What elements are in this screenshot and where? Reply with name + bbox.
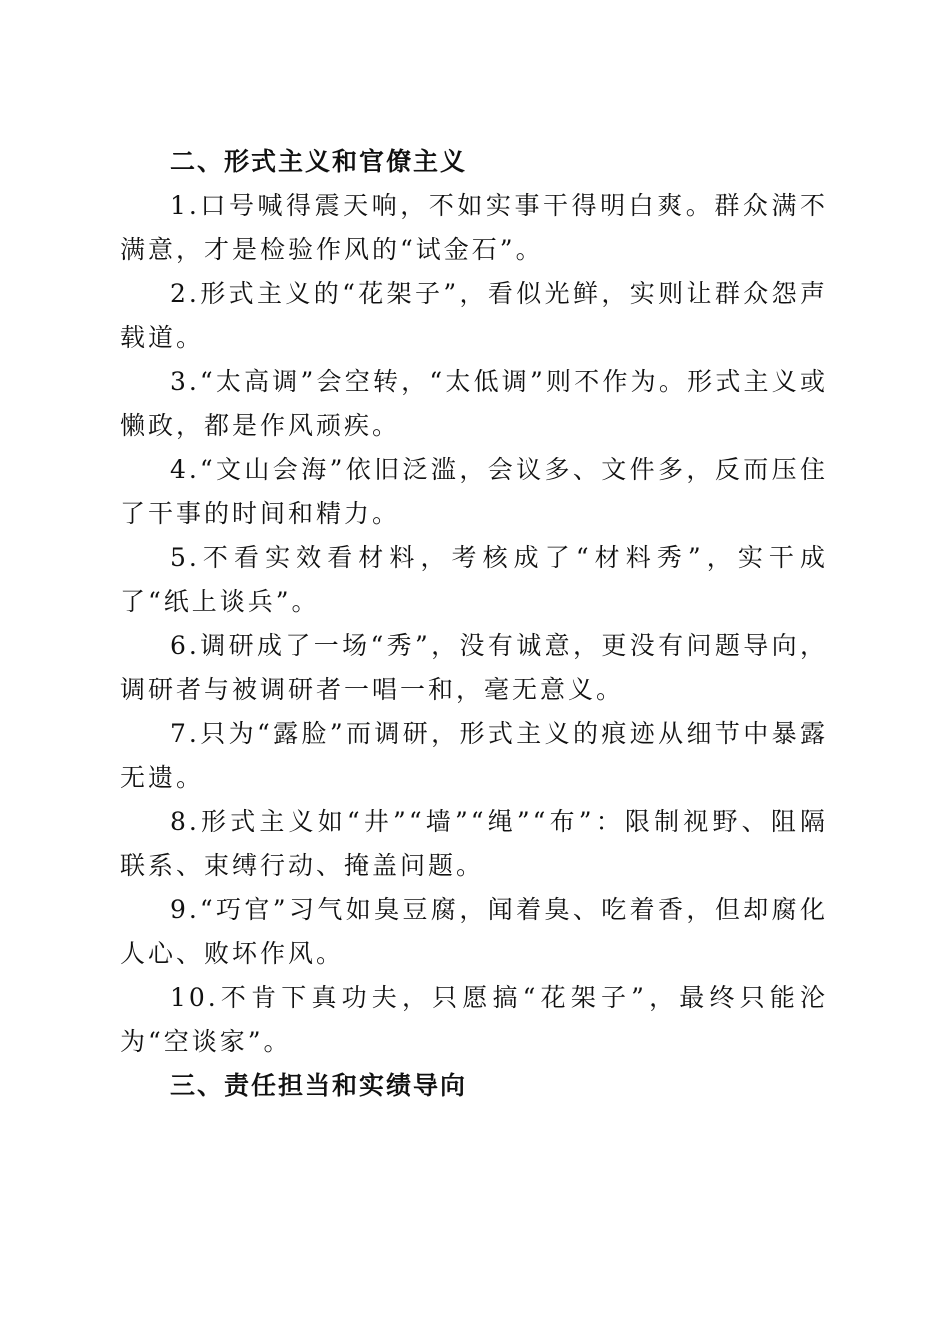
document-body: [120, 140, 828, 1108]
list-item-10: 10.不肯下真功夫，只愿搞“花架子”，最终只能沦为“空谈家”。: [120, 983, 828, 1056]
list-item-8: 8.形式主义如“井”“墙”“绳”“布”：限制视野、阻隔联系、束缚行动、掩盖问题。: [120, 807, 828, 880]
list-item-1: 1.口号喊得震天响，不如实事干得明白爽。群众满不满意，才是检验作风的“试金石”。: [120, 191, 828, 264]
section-heading-three: 三、责任担当和实绩导向: [170, 1071, 468, 1100]
list-item-2: 2.形式主义的“花架子”，看似光鲜，实则让群众怨声载道。: [120, 279, 828, 352]
list-item-3: 3.“太高调”会空转，“太低调”则不作为。形式主义或懒政，都是作风顽疾。: [120, 367, 828, 440]
list-item-9: 9.“巧官”习气如臭豆腐，闻着臭、吃着香，但却腐化人心、败坏作风。: [120, 895, 828, 968]
list-item-5: 5.不看实效看材料，考核成了“材料秀”，实干成了“纸上谈兵”。: [120, 543, 828, 616]
list-item-4: 4.“文山会海”依旧泛滥，会议多、文件多，反而压住了干事的时间和精力。: [120, 455, 828, 528]
list-item-6: 6.调研成了一场“秀”，没有诚意，更没有问题导向，调研者与被调研者一唱一和，毫无意义。: [120, 631, 828, 704]
section-heading-two: 二、形式主义和官僚主义: [170, 147, 468, 176]
list-item-7: 7.只为“露脸”而调研，形式主义的痕迹从细节中暴露无遗。: [120, 719, 828, 792]
